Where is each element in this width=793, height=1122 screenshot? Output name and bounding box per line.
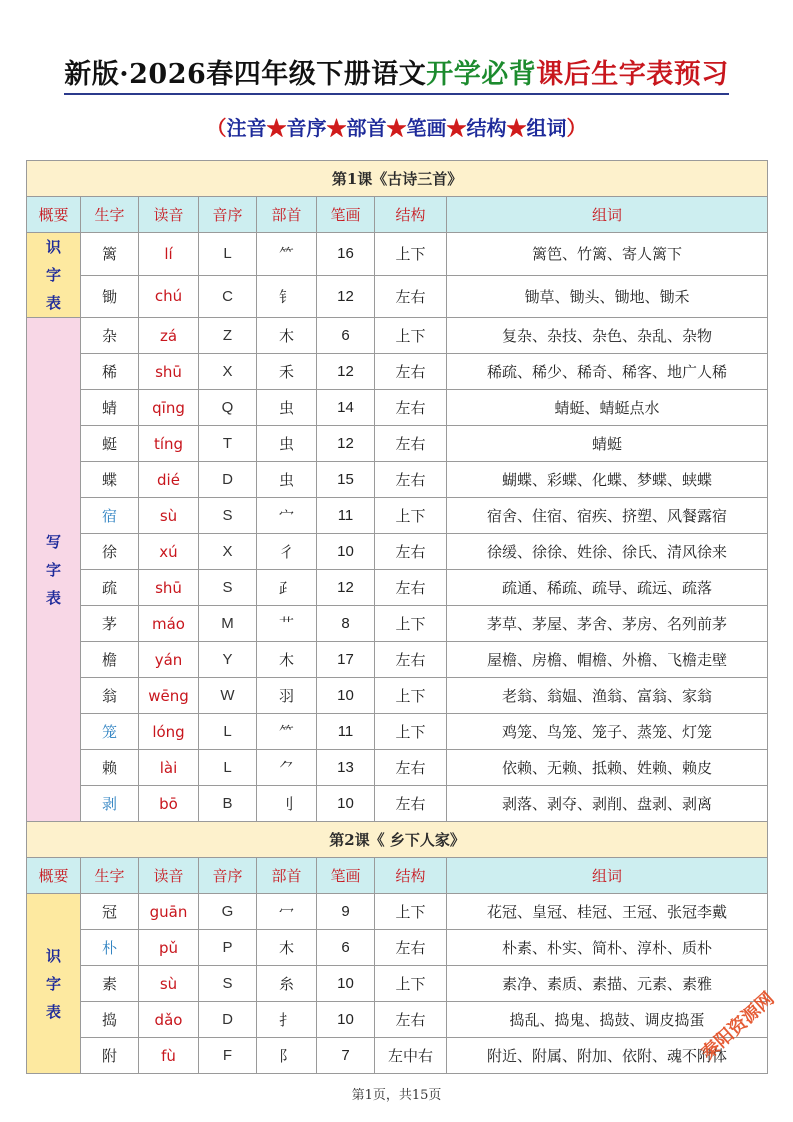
order-cell: L — [199, 233, 257, 276]
subtitle-item: 结构 — [466, 116, 507, 140]
char-cell: 剥 — [81, 786, 139, 822]
structure-cell: 上下 — [375, 894, 447, 930]
vocabulary-table — [26, 160, 768, 1074]
pinyin-cell: chú — [139, 275, 199, 318]
radical-cell: ⺮ — [257, 714, 317, 750]
words-cell: 剥落、剥夺、剥削、盘剥、剥离 — [447, 786, 768, 822]
structure-cell: 上下 — [375, 966, 447, 1002]
lesson-title: 第2课《 乡下人家》 — [27, 822, 768, 858]
strokes-cell: 10 — [317, 966, 375, 1002]
words-cell: 捣乱、捣鬼、捣鼓、调皮捣蛋 — [447, 1002, 768, 1038]
char-cell: 捣 — [81, 1002, 139, 1038]
star-icon: ★ — [506, 116, 527, 140]
pinyin-cell: shū — [139, 354, 199, 390]
order-cell: G — [199, 894, 257, 930]
order-cell: Z — [199, 318, 257, 354]
pinyin-cell: dǎo — [139, 1002, 199, 1038]
order-cell: B — [199, 786, 257, 822]
char-cell: 杂 — [81, 318, 139, 354]
pinyin-cell: lài — [139, 750, 199, 786]
structure-cell: 上下 — [375, 318, 447, 354]
column-header: 生字 — [81, 858, 139, 894]
radical-cell: 禾 — [257, 354, 317, 390]
lesson-title: 第1课《古诗三首》 — [27, 161, 768, 197]
subtitle-item: 部首 — [346, 116, 387, 140]
subtitle-item: 组词 — [526, 116, 567, 140]
structure-cell: 上下 — [375, 714, 447, 750]
table-row — [27, 1038, 768, 1074]
pinyin-cell: yán — [139, 642, 199, 678]
char-cell: 素 — [81, 966, 139, 1002]
table-row — [27, 354, 768, 390]
watermark: 秦阳资源网 — [697, 988, 779, 1065]
table-row — [27, 786, 768, 822]
column-header: 读音 — [139, 197, 199, 233]
pinyin-cell: fù — [139, 1038, 199, 1074]
order-cell: M — [199, 606, 257, 642]
words-cell: 老翁、翁媪、渔翁、富翁、家翁 — [447, 678, 768, 714]
page-title-wrap — [0, 52, 793, 95]
structure-cell: 左右 — [375, 426, 447, 462]
table-row — [27, 894, 768, 930]
structure-cell: 左右 — [375, 750, 447, 786]
lesson-title-row — [27, 161, 768, 197]
pinyin-cell: xú — [139, 534, 199, 570]
column-header: 部首 — [257, 858, 317, 894]
pinyin-cell: shū — [139, 570, 199, 606]
words-cell: 疏通、稀疏、疏导、疏远、疏落 — [447, 570, 768, 606]
strokes-cell: 6 — [317, 318, 375, 354]
subtitle-open-paren: （ — [206, 116, 227, 140]
pinyin-cell: sù — [139, 966, 199, 1002]
table-row — [27, 750, 768, 786]
subtitle-item: 笔画 — [406, 116, 447, 140]
column-header: 读音 — [139, 858, 199, 894]
radical-cell: 钅 — [257, 275, 317, 318]
structure-cell: 左右 — [375, 354, 447, 390]
structure-cell: 左右 — [375, 390, 447, 426]
words-cell: 茅草、茅屋、茅舍、茅房、名列前茅 — [447, 606, 768, 642]
lesson-title-row — [27, 822, 768, 858]
words-cell: 屋檐、房檐、帽檐、外檐、飞檐走壁 — [447, 642, 768, 678]
column-header: 生字 — [81, 197, 139, 233]
radical-cell: 羽 — [257, 678, 317, 714]
radical-cell: 虫 — [257, 426, 317, 462]
order-cell: X — [199, 534, 257, 570]
column-header: 结构 — [375, 858, 447, 894]
table-row — [27, 678, 768, 714]
radical-cell: 虫 — [257, 390, 317, 426]
strokes-cell: 11 — [317, 498, 375, 534]
pinyin-cell: bō — [139, 786, 199, 822]
order-cell: S — [199, 966, 257, 1002]
pinyin-cell: máo — [139, 606, 199, 642]
structure-cell: 左右 — [375, 275, 447, 318]
pinyin-cell: lí — [139, 233, 199, 276]
strokes-cell: 10 — [317, 1002, 375, 1038]
structure-cell: 上下 — [375, 233, 447, 276]
pinyin-cell: pǔ — [139, 930, 199, 966]
pinyin-cell: dié — [139, 462, 199, 498]
table-row — [27, 1002, 768, 1038]
structure-cell: 左右 — [375, 930, 447, 966]
table-row — [27, 534, 768, 570]
category-cell: 识 字 表 — [27, 233, 81, 318]
radical-cell: 阝 — [257, 1038, 317, 1074]
table-row — [27, 930, 768, 966]
char-cell: 檐 — [81, 642, 139, 678]
words-cell: 鸡笼、鸟笼、笼子、蒸笼、灯笼 — [447, 714, 768, 750]
strokes-cell: 10 — [317, 534, 375, 570]
char-cell: 冠 — [81, 894, 139, 930]
title-part-3: 课后生字表预习 — [536, 59, 729, 90]
radical-cell: 刂 — [257, 786, 317, 822]
strokes-cell: 12 — [317, 354, 375, 390]
order-cell: S — [199, 498, 257, 534]
order-cell: S — [199, 570, 257, 606]
strokes-cell: 13 — [317, 750, 375, 786]
table-row — [27, 642, 768, 678]
radical-cell: 彳 — [257, 534, 317, 570]
char-cell: 宿 — [81, 498, 139, 534]
char-cell: 蜓 — [81, 426, 139, 462]
char-cell: 蜻 — [81, 390, 139, 426]
words-cell: 花冠、皇冠、桂冠、王冠、张冠李戴 — [447, 894, 768, 930]
radical-cell: 艹 — [257, 606, 317, 642]
column-header: 组词 — [447, 197, 768, 233]
column-header: 概要 — [27, 197, 81, 233]
words-cell: 稀疏、稀少、稀奇、稀客、地广人稀 — [447, 354, 768, 390]
strokes-cell: 11 — [317, 714, 375, 750]
radical-cell: 糸 — [257, 966, 317, 1002]
column-header: 部首 — [257, 197, 317, 233]
structure-cell: 左右 — [375, 534, 447, 570]
structure-cell: 上下 — [375, 678, 447, 714]
category-cell: 写 字 表 — [27, 318, 81, 822]
strokes-cell: 12 — [317, 570, 375, 606]
structure-cell: 左右 — [375, 642, 447, 678]
page-title — [64, 52, 729, 95]
strokes-cell: 16 — [317, 233, 375, 276]
table-row — [27, 233, 768, 276]
column-header: 笔画 — [317, 858, 375, 894]
table-row — [27, 426, 768, 462]
words-cell: 蝴蝶、彩蝶、化蝶、梦蝶、蛱蝶 — [447, 462, 768, 498]
char-cell: 翁 — [81, 678, 139, 714]
strokes-cell: 17 — [317, 642, 375, 678]
table-row — [27, 606, 768, 642]
char-cell: 锄 — [81, 275, 139, 318]
radical-cell: 冖 — [257, 894, 317, 930]
pinyin-cell: wēng — [139, 678, 199, 714]
column-header: 结构 — [375, 197, 447, 233]
order-cell: L — [199, 750, 257, 786]
char-cell: 徐 — [81, 534, 139, 570]
structure-cell: 左中右 — [375, 1038, 447, 1074]
strokes-cell: 7 — [317, 1038, 375, 1074]
strokes-cell: 10 — [317, 678, 375, 714]
order-cell: W — [199, 678, 257, 714]
strokes-cell: 12 — [317, 426, 375, 462]
char-cell: 稀 — [81, 354, 139, 390]
structure-cell: 上下 — [375, 606, 447, 642]
order-cell: P — [199, 930, 257, 966]
category-cell: 识 字 表 — [27, 894, 81, 1074]
radical-cell: 木 — [257, 642, 317, 678]
structure-cell: 左右 — [375, 1002, 447, 1038]
star-icon: ★ — [326, 116, 347, 140]
subtitle — [0, 112, 793, 141]
words-cell: 宿舍、住宿、宿疾、挤塑、风餐露宿 — [447, 498, 768, 534]
column-header: 笔画 — [317, 197, 375, 233]
char-cell: 朴 — [81, 930, 139, 966]
char-cell: 蝶 — [81, 462, 139, 498]
radical-cell: ⺮ — [257, 233, 317, 276]
star-icon: ★ — [266, 116, 287, 140]
words-cell: 复杂、杂技、杂色、杂乱、杂物 — [447, 318, 768, 354]
radical-cell: ⺪ — [257, 570, 317, 606]
words-cell: 附近、附属、附加、依附、魂不附体 — [447, 1038, 768, 1074]
radical-cell: 虫 — [257, 462, 317, 498]
char-cell: 疏 — [81, 570, 139, 606]
order-cell: F — [199, 1038, 257, 1074]
radical-cell: 木 — [257, 318, 317, 354]
star-icon: ★ — [446, 116, 467, 140]
radical-cell: 宀 — [257, 498, 317, 534]
order-cell: D — [199, 462, 257, 498]
column-header: 概要 — [27, 858, 81, 894]
words-cell: 篱笆、竹篱、寄人篱下 — [447, 233, 768, 276]
strokes-cell: 12 — [317, 275, 375, 318]
structure-cell: 左右 — [375, 786, 447, 822]
strokes-cell: 8 — [317, 606, 375, 642]
table-row — [27, 570, 768, 606]
char-cell: 茅 — [81, 606, 139, 642]
radical-cell: ⺈ — [257, 750, 317, 786]
column-header: 音序 — [199, 858, 257, 894]
char-cell: 赖 — [81, 750, 139, 786]
pinyin-cell: qīng — [139, 390, 199, 426]
subtitle-item: 注音 — [226, 116, 267, 140]
strokes-cell: 9 — [317, 894, 375, 930]
words-cell: 徐缓、徐徐、姓徐、徐氏、清风徐来 — [447, 534, 768, 570]
column-header: 音序 — [199, 197, 257, 233]
pinyin-cell: guān — [139, 894, 199, 930]
pinyin-cell: lóng — [139, 714, 199, 750]
table-row — [27, 498, 768, 534]
column-header-row — [27, 858, 768, 894]
strokes-cell: 10 — [317, 786, 375, 822]
strokes-cell: 15 — [317, 462, 375, 498]
pinyin-cell: zá — [139, 318, 199, 354]
table-row — [27, 714, 768, 750]
words-cell: 蜻蜓 — [447, 426, 768, 462]
title-part-2: 开学必背 — [426, 59, 537, 90]
structure-cell: 左右 — [375, 570, 447, 606]
column-header-row — [27, 197, 768, 233]
char-cell: 篱 — [81, 233, 139, 276]
pinyin-cell: tíng — [139, 426, 199, 462]
char-cell: 附 — [81, 1038, 139, 1074]
order-cell: Q — [199, 390, 257, 426]
table-row — [27, 462, 768, 498]
order-cell: X — [199, 354, 257, 390]
radical-cell: 木 — [257, 930, 317, 966]
words-cell: 朴素、朴实、简朴、淳朴、质朴 — [447, 930, 768, 966]
pinyin-cell: sù — [139, 498, 199, 534]
structure-cell: 左右 — [375, 462, 447, 498]
words-cell: 依赖、无赖、抵赖、姓赖、赖皮 — [447, 750, 768, 786]
table-row — [27, 275, 768, 318]
table-row — [27, 318, 768, 354]
char-cell: 笼 — [81, 714, 139, 750]
star-icon: ★ — [386, 116, 407, 140]
strokes-cell: 6 — [317, 930, 375, 966]
strokes-cell: 14 — [317, 390, 375, 426]
words-cell: 锄草、锄头、锄地、锄禾 — [447, 275, 768, 318]
title-part-1: 新版·2026春四年级下册语文 — [64, 59, 427, 90]
table-row — [27, 966, 768, 1002]
page-footer: 第1页，共15页 — [351, 1088, 442, 1103]
subtitle-item: 音序 — [286, 116, 327, 140]
order-cell: L — [199, 714, 257, 750]
words-cell: 蜻蜓、蜻蜓点水 — [447, 390, 768, 426]
order-cell: T — [199, 426, 257, 462]
order-cell: Y — [199, 642, 257, 678]
radical-cell: 扌 — [257, 1002, 317, 1038]
order-cell: D — [199, 1002, 257, 1038]
structure-cell: 上下 — [375, 498, 447, 534]
order-cell: C — [199, 275, 257, 318]
words-cell: 素净、素质、素描、元素、素雅 — [447, 966, 768, 1002]
table-row — [27, 390, 768, 426]
column-header: 组词 — [447, 858, 768, 894]
subtitle-close-paren: ） — [566, 116, 587, 140]
